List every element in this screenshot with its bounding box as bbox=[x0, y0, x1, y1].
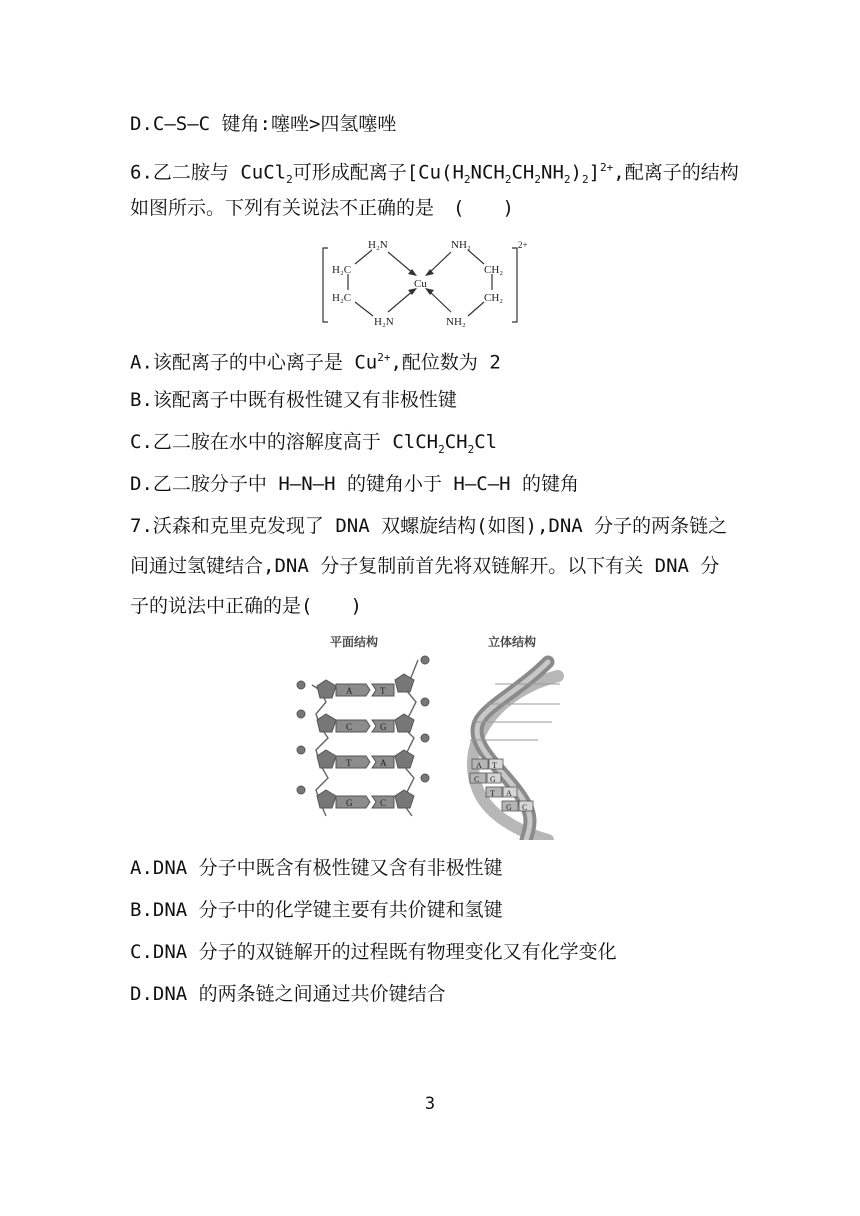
q6-formula-sub4: 2 bbox=[563, 173, 571, 187]
q6-formula-mid2: CH bbox=[511, 161, 535, 184]
planar-base-pairs bbox=[336, 684, 394, 808]
base-right-label: G bbox=[380, 722, 387, 732]
base-pair bbox=[336, 684, 394, 696]
bond-ch2-nh2-bottom bbox=[468, 302, 484, 316]
phosphate bbox=[297, 681, 305, 689]
label-ch2-bottom: CH₂ bbox=[484, 292, 504, 304]
helix-base-right-label: A bbox=[506, 789, 512, 798]
right-bracket bbox=[512, 248, 517, 322]
q7-option-d: D.DNA 的两条链之间通过共价键结合 bbox=[130, 983, 446, 1005]
base-left bbox=[336, 756, 370, 768]
q5-option-d: D.C—S—C 键角:噻唑>四氢噻唑 bbox=[130, 113, 397, 135]
base-left-label: G bbox=[346, 798, 353, 808]
bond-h2n-h2c-top bbox=[355, 250, 372, 264]
label-nh2-top: NH₂ bbox=[451, 239, 471, 251]
q6-formula-sub1: 2 bbox=[463, 173, 471, 187]
q6-stem-text-a: 6.乙二胺与 CuCl bbox=[130, 161, 287, 184]
q6-option-a-sup: 2+ bbox=[377, 351, 391, 364]
page-number: 3 bbox=[424, 1094, 436, 1114]
q7-stem-line3: 子的说法中正确的是( ) bbox=[130, 595, 362, 617]
label-h2c-top: H₂C bbox=[332, 264, 352, 276]
q6-option-d: D.乙二胺分子中 H—N—H 的键角小于 H—C—H 的键角 bbox=[130, 473, 580, 495]
caption-planar: 平面结构 bbox=[330, 635, 379, 649]
q6-option-c-sub1: 2 bbox=[438, 442, 445, 456]
q7-option-a: A.DNA 分子中既含有极性键又含有非极性键 bbox=[130, 857, 503, 879]
phosphate bbox=[297, 786, 305, 794]
sugar-pentagon bbox=[317, 680, 336, 698]
label-cu: Cu bbox=[414, 278, 427, 290]
q6-formula-mid4: ) bbox=[570, 161, 582, 184]
caption-3d: 立体结构 bbox=[488, 635, 537, 649]
coord-arrow-bottom-right bbox=[428, 290, 451, 312]
q6-option-b: B.该配离子中既有极性键又有非极性键 bbox=[130, 389, 457, 411]
helix-base-pair bbox=[486, 787, 517, 798]
helix-3d bbox=[470, 662, 560, 840]
helix-base-right-label: C bbox=[522, 803, 528, 812]
base-pair bbox=[336, 756, 394, 768]
label-ch2-top: CH₂ bbox=[484, 264, 504, 276]
helix-base-right-label: G bbox=[490, 775, 496, 784]
helix-base-pair bbox=[470, 773, 501, 784]
phosphate bbox=[421, 734, 429, 742]
q6-formula-sup: 2+ bbox=[600, 161, 614, 174]
q6-option-c-text: C.乙二胺在水中的溶解度高于 ClCH bbox=[130, 431, 439, 453]
helix-base-left-label: G bbox=[506, 803, 512, 812]
base-left bbox=[336, 796, 370, 808]
coord-arrow-top-left bbox=[388, 252, 414, 274]
q7-option-b: B.DNA 分子中的化学键主要有共价键和氢键 bbox=[130, 899, 503, 921]
q6-formula-sub2: 2 bbox=[504, 173, 512, 187]
helix-base-right-label: T bbox=[492, 761, 497, 770]
q6-option-a bbox=[130, 346, 501, 374]
base-left-label: T bbox=[346, 758, 352, 768]
q7-stem-line2: 间通过氢键结合,DNA 分子复制前首先将双链解开。以下有关 DNA 分 bbox=[130, 555, 720, 577]
phosphate bbox=[421, 656, 429, 664]
label-h2c-bottom: H₂C bbox=[332, 292, 352, 304]
sugar-pentagon bbox=[317, 790, 336, 808]
bond-h2c-h2n-bottom bbox=[355, 302, 373, 316]
q6-option-c-sub2: 2 bbox=[467, 442, 475, 456]
base-left-label: C bbox=[346, 722, 353, 732]
q6-formula-mid1: NCH bbox=[470, 161, 505, 184]
base-right-label: C bbox=[380, 798, 387, 808]
label-charge: 2+ bbox=[518, 240, 528, 250]
q6-stem-line2: 如图所示。下列有关说法不正确的是 ( ) bbox=[130, 197, 514, 219]
phosphate bbox=[421, 774, 429, 782]
q6-stem-line1 bbox=[130, 156, 739, 192]
helix-base-left-label: A bbox=[476, 761, 482, 770]
sugar-pentagon bbox=[395, 790, 414, 808]
helix-base-pair bbox=[472, 759, 503, 770]
helix-base-left-label: T bbox=[490, 789, 495, 798]
q6-formula-sub5: 2 bbox=[581, 173, 589, 187]
base-pair bbox=[336, 720, 394, 732]
phosphate bbox=[297, 710, 305, 718]
q6-option-a-tail: ,配位数为 2 bbox=[390, 351, 501, 374]
sugar-pentagon bbox=[395, 714, 414, 732]
base-left bbox=[336, 720, 370, 732]
sugar-pentagon bbox=[395, 750, 414, 768]
q6-complex-structure-figure bbox=[318, 232, 544, 332]
label-h2n-top: H₂N bbox=[368, 239, 388, 251]
phosphate bbox=[297, 746, 305, 754]
sugar-pentagon bbox=[317, 750, 336, 768]
label-nh2-bottom: NH₂ bbox=[446, 316, 466, 328]
left-bracket bbox=[323, 248, 328, 322]
bond-nh2-ch2-top bbox=[468, 250, 484, 264]
label-h2n-bottom: H₂N bbox=[374, 316, 394, 328]
q7-option-c: C.DNA 分子的双链解开的过程既有物理变化又有化学变化 bbox=[130, 941, 617, 963]
base-left bbox=[336, 684, 370, 696]
q7-stem-line1: 7.沃森和克里克发现了 DNA 双螺旋结构(如图),DNA 分子的两条链之 bbox=[130, 515, 728, 537]
base-right-label: A bbox=[380, 758, 387, 768]
sugar-pentagon bbox=[317, 714, 336, 732]
q6-formula-sub3: 2 bbox=[534, 173, 541, 187]
helix-base-left-label: C bbox=[474, 775, 480, 784]
base-right-label: T bbox=[380, 686, 386, 696]
q6-formula-mid3: NH bbox=[541, 161, 564, 184]
helix-base-pair bbox=[502, 801, 533, 812]
coord-arrow-top-right bbox=[428, 252, 451, 274]
q6-stem-text-c: ,配离子的结构 bbox=[613, 161, 739, 184]
q6-option-a-text: A.该配离子的中心离子是 Cu bbox=[130, 351, 378, 374]
base-pair bbox=[336, 796, 394, 808]
q6-option-c-mid: CH bbox=[444, 431, 468, 453]
q6-stem-text-b: 可形成配离子[Cu(H bbox=[292, 161, 464, 184]
base-left-label: A bbox=[346, 686, 353, 696]
phosphate bbox=[421, 698, 429, 706]
q7-dna-figure bbox=[290, 630, 580, 840]
q6-option-c-end: Cl bbox=[474, 431, 498, 453]
q6-stem-sub: 2 bbox=[286, 173, 293, 187]
coord-arrow-bottom-left bbox=[388, 290, 414, 312]
q6-formula-end: ] bbox=[588, 161, 601, 184]
q6-option-c bbox=[130, 430, 497, 462]
